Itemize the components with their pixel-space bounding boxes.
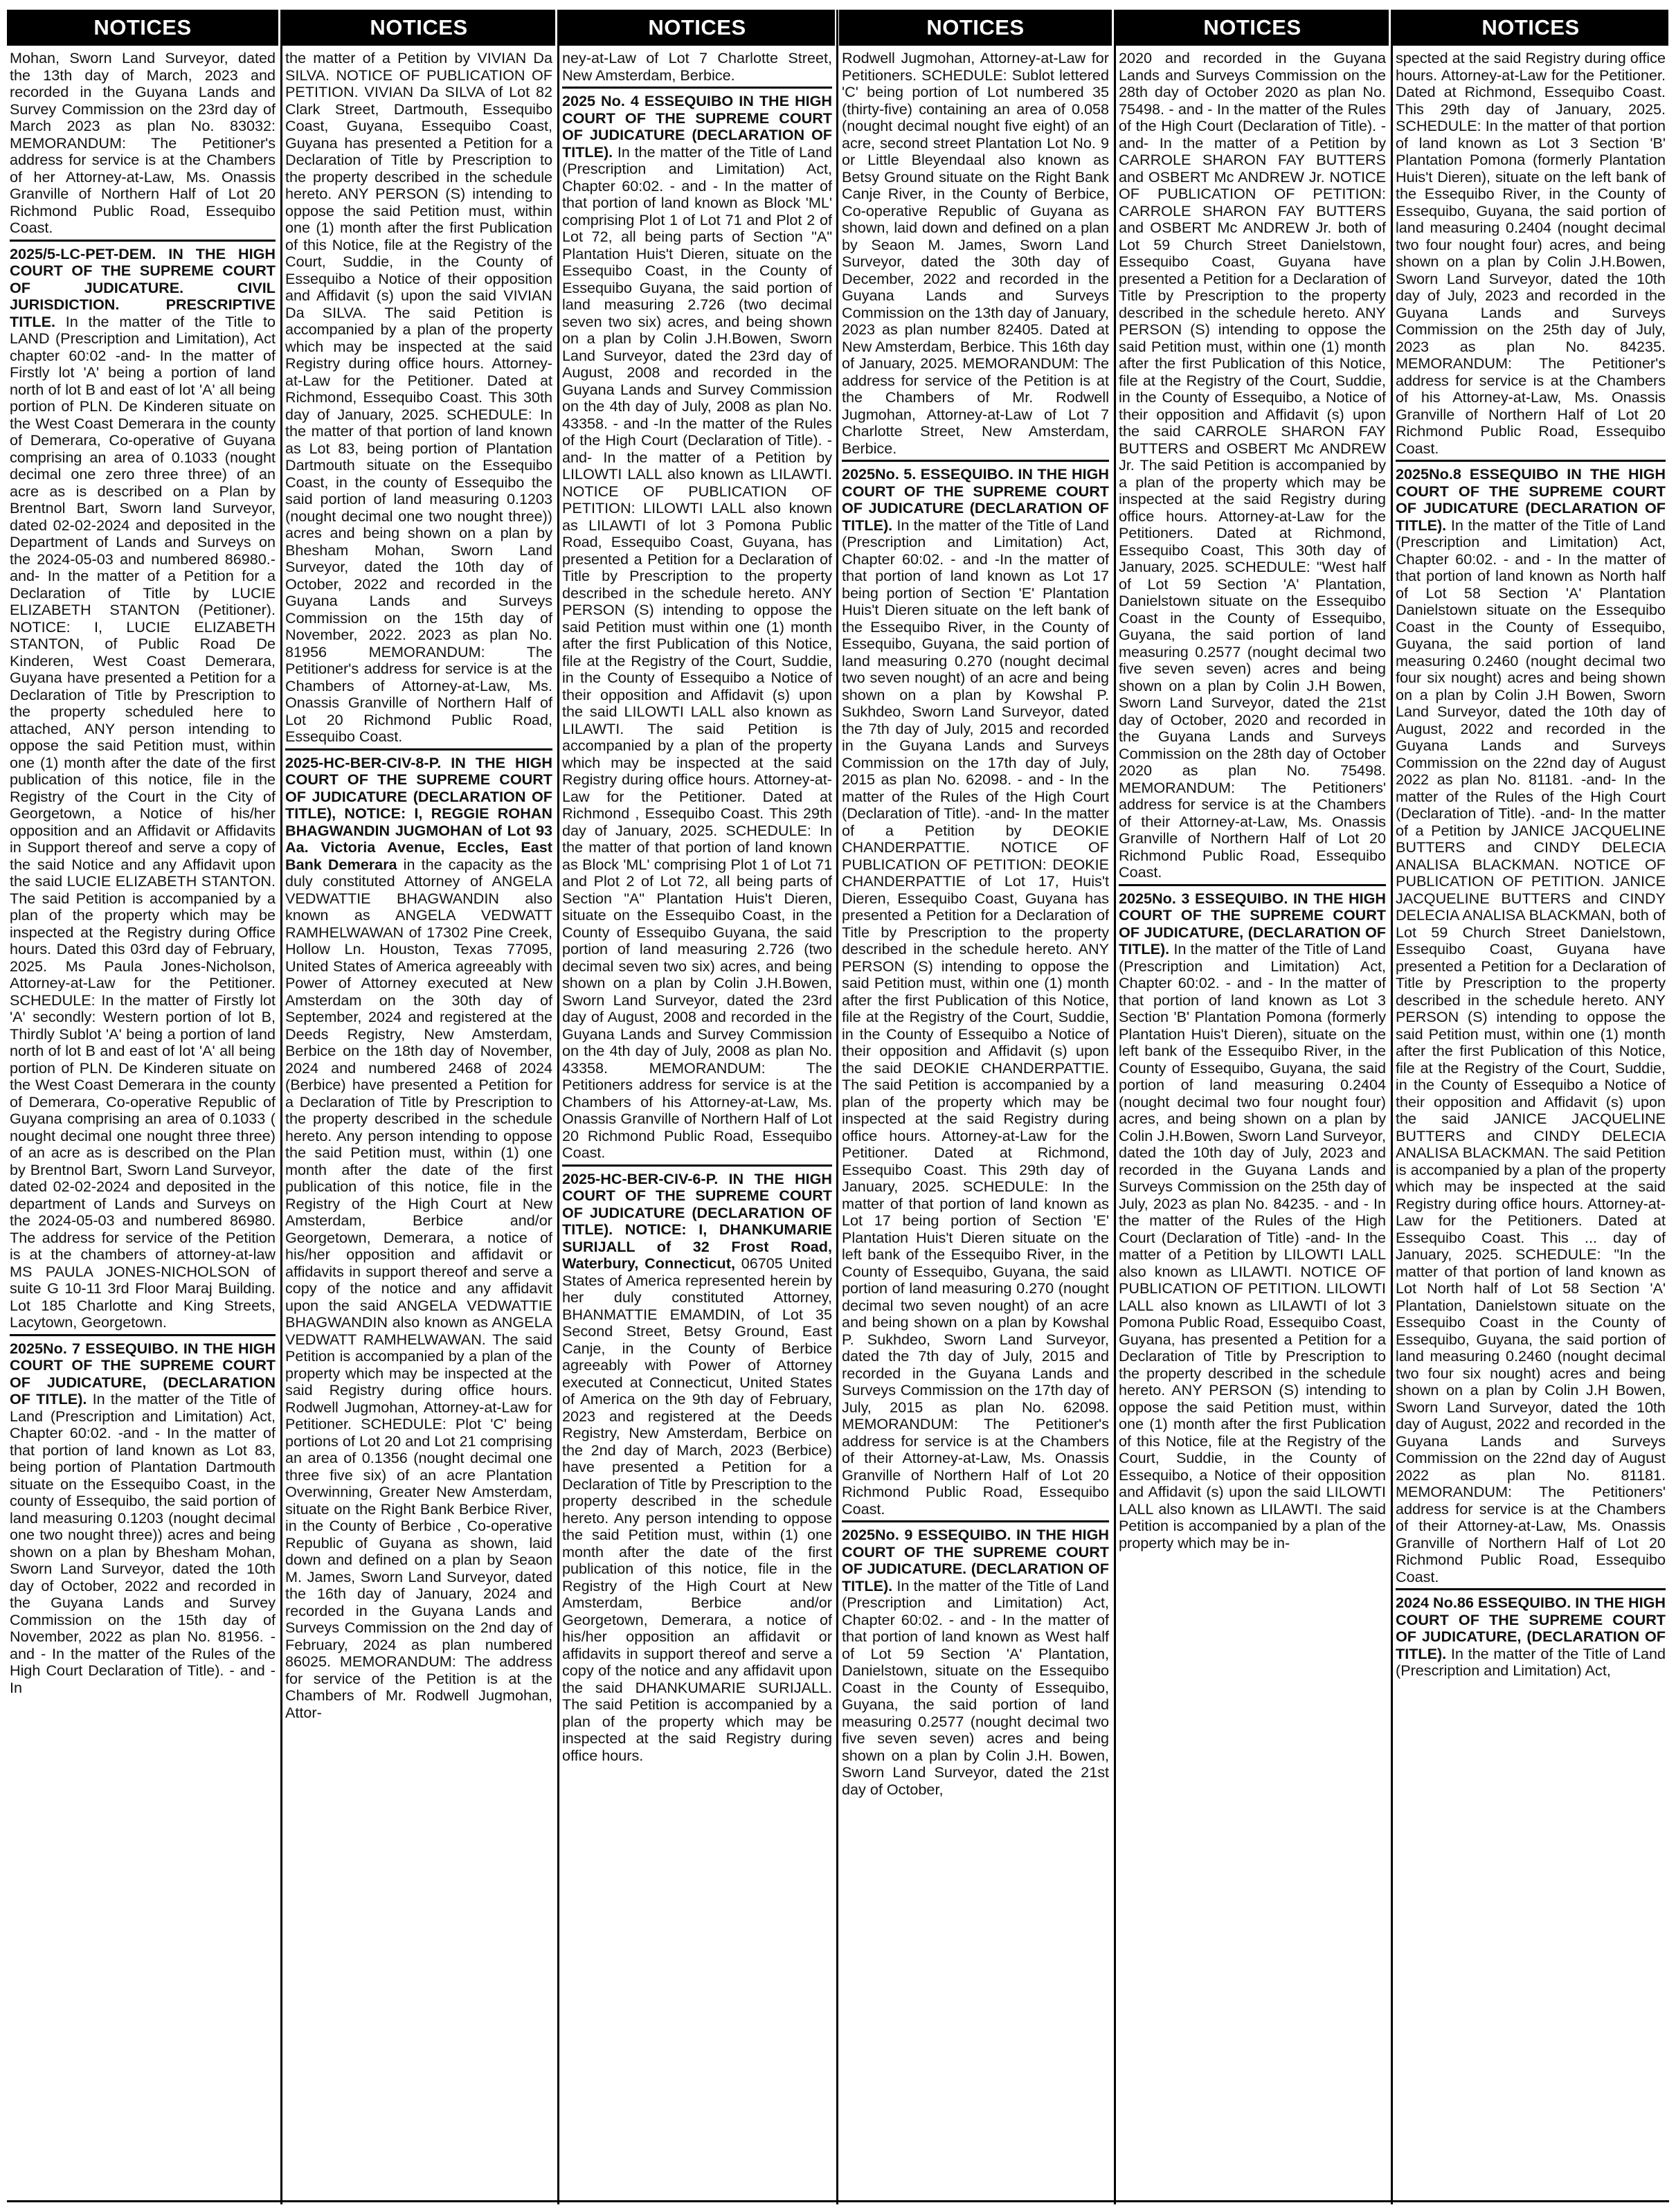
column-divider xyxy=(1391,10,1393,2204)
notice-text: In the matter of the Title of Land (Prescription and Limitation) Act, Chapter 60:02. -and - In the matter of that portion of land known as Lot 83, being portion of Plantation Dartmouth situate on the Essequibo Coast, in the county of Essequibo, the said portion of land measuring 0.1203 (nought decimal one two nought three)) acres and being shown on a plan by Bhesham Mohan, Sworn Land Surveyor, dated the 10th day of October, 2022 and recorded in the Guyana Lands and Survey Commission on the 15th day of November, 2022 as plan No. 81956. - and - In the matter of the Rules of the High Court Declaration of Title). - and - In xyxy=(10,1390,276,1696)
notice-text: In the matter of the Title of Land (Prescription and Limitation) Act, Chapter 60:02. - and - In the matter of that portion of land known as Lot 3 Section 'B' Plantation Pomona (formerly Plantation Huis't Dieren), situate on the left bank of the Essequibo River, in the County of Essequibo, Guyana, the said portion of land measuring 0.2404 (nought decimal two four nought four) acres, and being shown on a plan by Colin J.H.Bowen, Sworn Land Surveyor, dated the 10th day of July, 2023 and recorded in the Guyana Lands and Surveys Commission on the 25th day of July, 2023 as plan No. 84235. - and - In the matter of the Rules of the High Court (Declaration of Title) -and- In the matter of a Petition by LILOWTI LALL also known as LILAWTI. NOTICE OF PUBLICATION OF PETITION. LILOWTI LALL also known as LILAWTI of lot 3 Pomona Public Road, Essequibo Coast, Guyana, has presented a Petition for a Declaration of Title by Prescription to the property described in the schedule hereto. ANY PERSON (S) intending to oppose the said Petition must, within one (1) month after the first Publication of this Notice, file at the Registry of the Court, Suddie, in the County of Essequibo, a Notice of their opposition and Affidavit (s) upon the said LILOWTI LALL also known as LILAWTI. The said Petition is accompanied by a plan of the property which may be in- xyxy=(1119,940,1386,1552)
notice-text: 2020 and recorded in the Guyana Lands and Surveys Commission on the 28th day of October 2020 as plan No. 75498. - and - In the matter of the Rules of the High Court (Declaration of Title). -and- In the matter of a Petition by CARROLE SHARON FAY BUTTERS and OSBERT Mc ANDREW Jr. NOTICE OF PUBLICATION OF PETITION: CARROLE SHARON FAY BUTTERS and OSBERT Mc ANDREW Jr. both of Lot 59 Church Street Danielstown, Essequibo Coast, Guyana have presented a Petition for a Declaration of Title by Prescription to the property described in the schedule hereto. ANY PERSON (S) intending to oppose the said Petition must, within one (1) month after the first Publication of this Notice, file at the Registry of the Court, Suddie, in the County of Essequibo, a Notice of their opposition and Affidavit (s) upon the said CARROLE SHARON FAY BUTTERS and OSBERT Mc ANDREW Jr. The said Petition is accompanied by a plan of the property which may be inspected at the said Registry during office hours. Attorney-at-Law for the Petitioners. Dated at Richmond, Essequibo Coast, This 30th day of January, 2025. SCHEDULE: "West half of Lot 59 Section 'A' Plantation, Danielstown situate on the Essequibo Coast in the County of Essequibo, Guyana, the said portion of land measuring 0.2577 (nought decimal two five seven seven) acres and being shown on a plan by Colin J.H Bowen, Sworn Land Surveyor, dated the 21st day of October, 2020 and recorded in the Guyana Lands and Surveys Commission on the 28th day of October 2020 as plan No. 75498. MEMORANDUM: The Petitioners' address for service is at the Chambers of their Attorney-at-Law, Ms. Onassis Granville of Northern Half of Lot 20 Richmond Public Road, Essequibo Coast. xyxy=(1119,49,1386,881)
notice-entry xyxy=(10,240,276,1331)
column-divider xyxy=(836,10,838,2204)
notice-column-1 xyxy=(7,10,278,2197)
notice-heading: 2025No. 5. ESSEQUIBO. IN THE HIGH COURT OF THE SUPREME COURT OF JUDICATURE (DECLARATION OF TITLE). xyxy=(842,465,1109,534)
notice-text: In the matter of the Title of Land (Prescription and Limitation) Act, Chapter 60:02. - and - In the matter of that portion of land known as West half of Lot 59 Section 'A' Plantation, Danielstown, situate on the Essequibo Coast in the County of Essequibo, Guyana, the said portion of land measuring 0.2577 (nought decimal two five seven seven) acres and being shown on a plan by Colin J.H. Bowen, Sworn Land Surveyor, dated the 21st day of October, xyxy=(842,1576,1109,1798)
bottom-rule xyxy=(7,2200,1669,2202)
notice-text: Mohan, Sworn Land Surveyor, dated the 13th day of March, 2023 and recorded in the Guyana Lands and Survey Commission on the 23rd day of March 2023 as plan No. 83032: MEMORANDUM: The Petitioner's address for service is at the Chambers of her Attorney-at-Law, Ms. Onassis Granville of Northern Half of Lot 20 Richmond Public Road, Essequibo Coast. xyxy=(10,49,276,236)
notice-entry xyxy=(1396,48,1666,457)
column-header: NOTICES xyxy=(282,10,555,46)
notice-heading: 2025No. 7 ESSEQUIBO. IN THE HIGH COURT OF THE SUPREME COURT OF JUDICATURE, (DECLARATION OF TITLE). xyxy=(10,1339,276,1408)
notice-text: In the matter of the Title of Land (Prescription and Limitation) Act, Chapter 60:02. - and -In the matter of that portion of land known as Lot 17 being portion of Section 'E' Plantation Huis't Dieren situate on the left bank of the Essequibo River, in the County of Essequibo, Guyana, the said portion of land measuring 0.270 (nought decimal two seven nought) of an acre and being shown on a plan by Kowshal P. Sukhdeo, Sworn Land Surveyor, dated the 7th day of July, 2015 and recorded in the Guyana Lands and Surveys Commission on the 17th day of July, 2015 as plan No. 62098. - and - In the matter of the Rules of the High Court (Declaration of Title). -and- In the matter of a Petition by DEOKIE CHANDERPATTIE. NOTICE OF PUBLICATION OF PETITION: DEOKIE CHANDERPATTIE of Lot 17, Huis't Dieren, Essequibo Coast, Guyana has presented a Petition for a Declaration of Title by Prescription to the property described in the schedule hereto. ANY PERSON (S) intending to oppose the said Petition must, within one (1) month after the first Publication of this Notice, file at the Registry of the Court, Suddie, in the County of Essequibo a Notice of their opposition and Affidavit (s) upon the said DEOKIE CHANDERPATTIE. The said Petition is accompanied by a plan of the property which may be inspected at the said Registry during office hours. Attorney-at-Law for the Petitioner. Dated at Richmond, Essequibo Coast. This 29th day of January, 2025. SCHEDULE: In the matter of that portion of land known as Lot 17 being portion of Section 'E' Plantation Huis't Dieren situate on the left bank of the Essequibo River, in the County of Essequibo, Guyana, the said portion of land measuring 0.270 (nought decimal two seven nought) of an acre and being shown on a plan by Kowshal P. Sukhdeo, Sworn Land Surveyor, dated the 7th day of July, 2015 and recorded in the Guyana Lands and Surveys Commission on the 17th day of July, 2015 as plan No. 62098. MEMORANDUM: The Petitioner's address for service is at the Chambers of their Attorney-at-Law, Ms. Onassis Granville of Northern Half of Lot 20 Richmond Public Road, Essequibo Coast. xyxy=(842,516,1109,1518)
notice-text: 06705 United States of America represented herein by her duly constituted Attorney, BHANMATTIE EMAMDIN, of Lot 35 Second Street, Betsy Ground, East Canje, in the County of Berbice agreeably with Power of Attorney executed at Connecticut, United States of America on the 9th day of February, 2023 and registered at the Deeds Registry, New Amsterdam, Berbice on the 2nd day of March, 2023 (Berbice) have presented a Petition for a Declaration of Title by Prescription to the property described in the schedule hereto. Any person intending to oppose the said Petition must, within (1) one month after the date of the first publication of this notice, file in the Registry of the High Court at New Amsterdam, Berbice and/or Georgetown, Demerara, a notice of his/her opposition an affidavit or affidavits in support thereof and serve a copy of the notice and any affidavit upon the said DHANKUMARIE SURIJALL. The said Petition is accompanied by a plan of the property which may be inspected at the said Registry during office hours. xyxy=(562,1255,832,1764)
notice-heading: 2025No. 9 ESSEQUIBO. IN THE HIGH COURT OF THE SUPREME COURT OF JUDICATURE. (DECLARATION OF TITLE). xyxy=(842,1526,1109,1594)
notice-column-6 xyxy=(1393,10,1668,2197)
notice-text: spected at the said Registry during office hours. Attorney-at-Law for the Petitioner. Dated at Richmond, Essequibo Coast. This 29th day of January, 2025. SCHEDULE: In the matter of that portion of land known as Lot 3 Section 'B' Plantation Pomona (formerly Plantation Huis't Dieren), situate on the left bank of the Essequibo River, in the County of Essequibo, Guyana, the said portion of land measuring 0.2404 (nought decimal two four nought four) acres, and being shown on a plan by Colin J.H.Bowen, Sworn Land Surveyor, dated the 10th day of July, 2023 and recorded in the Guyana Lands and Surveys Commission on the 25th day of July, 2023 as plan No. 84235. MEMORANDUM: The Petitioner's address for service is at the Chambers of his Attorney-at-Law, Ms. Onassis Granville of Northern Half of Lot 20 Richmond Public Road, Essequibo Coast. xyxy=(1396,49,1666,457)
notice-entry xyxy=(1396,1588,1666,1680)
column-header: NOTICES xyxy=(1116,10,1389,46)
notice-column-5 xyxy=(1116,10,1389,2197)
notice-heading: 2025-HC-BER-CIV-8-P. IN THE HIGH COURT OF THE SUPREME COURT OF JUDICATURE (DECLARATION OF TITLE), NOTICE: I, REGGIE ROHAN BHAGWANDIN JUGMOHAN of Lot 93 Aa. Victoria Avenue, Eccles, East Bank Demerara xyxy=(285,753,552,873)
notice-entry xyxy=(562,48,832,84)
notice-text: In the matter of the Title of Land (Prescription and Limitation) Act, Chapter 60:02. - and - In the matter of that portion of land known as North half of Lot 58 Section 'A' Plantation Danielstown situate on the Essequibo Coast in the County of Essequibo, Guyana, the said portion of land measuring 0.2460 (nought decimal two four six nought) acres and being shown on a plan by Colin J.H Bowen, Sworn Land Surveyor, dated the 10th day of August, 2022 and recorded in the Guyana Lands and Surveys Commission on the 22nd day of August 2022 as plan No. 81181. -and- In the matter of the Rules of the High Court (Declaration of Title). -and- In the matter of a Petition by JANICE JACQUELINE BUTTERS and CINDY DELECIA ANALISA BLACKMAN. NOTICE OF PUBLICATION OF PETITION. JANICE JACQUELINE BUTTERS and CINDY DELECIA ANALISA BLACKMAN, both of Lot 59 Church Street Danielstown, Essequibo Coast, Guyana have presented a Petition for a Declaration of Title by Prescription to the property described in the schedule hereto. ANY PERSON (S) intending to oppose the said Petition must, within one (1) month after the first Publication of this Notice, file at the Registry of the Court, Suddie, in the County of Essequibo a Notice of their opposition and Affidavit (s) upon the said JANICE JACQUELINE BUTTERS and CINDY DELECIA ANALISA BLACKMAN. The said Petition is accompanied by a plan of the property which may be inspected at the said Registry during office hours. Attorney-at-Law for the Petitioners. Dated at Essequibo Coast. This ... day of January, 2025. SCHEDULE: "In the matter of that portion of land known as Lot North half of Lot 58 Section 'A' Plantation, Danielstown situate on the Essequibo Coast in the County of Essequibo, Guyana, the said portion of land measuring 0.2460 (nought decimal two four six nought) acres and being shown on a plan by Colin J.H Bowen, Sworn Land Surveyor, dated the 10th day of August, 2022 and recorded in the Guyana Lands and Surveys Commission on the 22nd day of August 2022 as plan No. 81181. MEMORANDUM: The Petitioners' address for service is at the Chambers of their Attorney-at-Law, Ms. Onassis Granville of Northern Half of Lot 20 Richmond Public Road, Essequibo Coast. xyxy=(1396,516,1666,1585)
column-header: NOTICES xyxy=(559,10,835,46)
notice-entry xyxy=(285,48,552,746)
notice-column-4 xyxy=(839,10,1112,2197)
column-body xyxy=(282,46,555,1721)
notice-text: In the matter of the Title to LAND (Prescription and Limitation), Act chapter 60:02 -and- In the matter of Firstly lot 'A' being a portion of land north of lot B and east of lot 'A' all being portion of PLN. De Kinderen situate on the West Coast Demerara in the county of Demerara, Co-operative of Guyana comprising an area of 0.1033 (nought decimal one zero three three) of an acre as is described on a Plan by Brentnol Bart, Sworn land Surveyor, dated 02-02-2024 and deposited in the Department of Lands and Surveys on the 2024-05-03 and numbered 86980.-and- In the matter of a Petition for a Declaration of Title by LUCIE ELIZABETH STANTON (Petitioner). NOTICE: I, LUCIE ELIZABETH STANTON, of Public Road De Kinderen, West Coast Demerara, Guyana have presented a Petition for a Declaration of Title by Prescription to the property scheduled here to attached, ANY person intending to oppose the said Petition must, within one (1) month after the date of the first publication of this notice, file in the Registry of the Court in the City of Georgetown, a Notice of his/her opposition and an Affidavit or Affidavits in Support thereof and serve a copy of the said Notice and any Affidavit upon the said LUCIE ELIZABETH STANTON. The said Petition is accompanied by a plan of the property which may be inspected at the Registry during Office hours. Dated this 03rd day of February, 2025. Ms Paula Jones-Nicholson, Attorney-at-Law for the Petitioner. SCHEDULE: In the matter of Firstly lot 'A' secondly: Western portion of lot B, Thirdly Sublot 'A' being a portion of land north of lot B and east of lot 'A' all being portion of PLN. De Kinderen situate on the West Coast Demerara in the county of Demerara, Co-operative Republic of Guyana comprising an area of 0.1033 ( nought decimal one nought three three) of an acre as is described on the Plan by Brentnol Bart, Sworn Land Surveyor, dated 02-02-2024 and deposited in the department of Lands and Surveys on the 2024-05-03 and numbered 86980. The address for service of the Petition is at the chambers of attorney-at-law MS PAULA JONES-NICHOLSON of suite G 10-11 3rd Floor Maraj Building. Lot 185 Charlotte and King Streets, Lacytown, Georgetown. xyxy=(10,312,276,1331)
notice-entry xyxy=(10,1334,276,1697)
column-body xyxy=(1393,46,1668,1680)
notice-heading: 2025/5-LC-PET-DEM. IN THE HIGH COURT OF THE SUPREME COURT OF JUDICATURE. CIVIL JURISDICTION. PRESCRIPTIVE TITLE. xyxy=(10,244,276,330)
notice-text: in the capacity as the duly constituted Attorney of ANGELA VEDWATTIE BHAGWANDIN also known as ANGELA VEDWATT RAMHELWAWAN of 17302 Pine Creek, Hollow Ln. Houston, Texas 77095, United States of America agreeably with Power of Attorney executed at New Amsterdam on the 30th day of September, 2024 and registered at the Deeds Registry, New Amsterdam, Berbice on the 18th day of November, 2024 and numbered 2468 of 2024 (Berbice) have presented a Petition for a Declaration of Title by Prescription to the property described in the schedule hereto. Any person intending to oppose the said Petition must, within (1) one month after the date of the first publication of this notice, file in the Registry of the High Court at New Amsterdam, Berbice and/or Georgetown, Demerara, a notice of his/her opposition and affidavit or affidavits in support thereof and serve a copy of the notice and any affidavit upon the said ANGELA VEDWATTIE BHAGWANDIN also known as ANGELA VEDWATT RAMHELWAWAN. The said Petition is accompanied by a plan of the property which may be inspected at the said Registry during office hours. Rodwell Jugmohan, Attorney-at-Law for Petitioner. SCHEDULE: Plot 'C' being portions of Lot 20 and Lot 21 comprising an area of 0.1356 (nought decimal one three five six) of an acre Plantation Overwinning, Greater New Amsterdam, situate on the Right Bank Berbice River, in the County of Berbice , Co-operative Republic of Guyana as shown, laid down and defined on a plan by Seaon M. James, Sworn Land Surveyor, dated the 16th day of January, 2024 and recorded in the Guyana Lands and Surveys Commission on the 2nd day of February, 2024 as plan numbered 86025. MEMORANDUM: The address for service of the Petition is at the Chambers of Mr. Rodwell Jugmohan, Attor- xyxy=(285,855,552,1721)
notice-text: In the matter of the Title of Land (Prescription and Limitation) Act, Chapter 60:02. - and - In the matter of that portion of land known as Block 'ML' comprising Plot 1 of Lot 71 and Plot 2 of Lot 72, all being parts of Section "A" Plantation Huis't Dieren, situate on the Essequibo Coast, in the County of Essequibo Guyana, the said portion of land measuring 2.726 (two decimal seven two six) acres, and being shown on a plan by Colin J.H.Bowen, Sworn Land Surveyor, dated the 23rd day of August, 2008 and recorded in the Guyana Lands and Survey Commission on the 4th day of July, 2008 as plan No. 43358. - and -In the matter of the Rules of the High Court (Declaration of Title). -and- In the matter of a Petition by LILOWTI LALL also known as LILAWTI. NOTICE OF PUBLICATION OF PETITION: LILOWTI LALL also known as LILAWTI of lot 3 Pomona Public Road, Essequibo Coast, Guyana, has presented a Petition for a Declaration of Title by Prescription to the property described in the schedule hereto. ANY PERSON (S) intending to oppose the said Petition must within one (1) month after the first Publication of this Notice, file at the Registry of the Court, Suddie, in the County of Essequibo a Notice of their opposition and Affidavit (s) upon the said LILOWTI LALL also known as LILAWTI. The said Petition is accompanied by a plan of the property which may be inspected at the said Registry during office hours. Attorney-at-Law for the Petitioner. Dated at Richmond , Essequibo Coast. This 29th day of January, 2025. SCHEDULE: In the matter of that portion of land known as Block 'ML' comprising Plot 1 of Lot 71 and Plot 2 of Lot 72, all being parts of Section "A" Plantation Huis't Dieren, situate on the Essequibo Coast, in the County of Essequibo Guyana, the said portion of land measuring 2.726 (two decimal seven two six) acres, and being shown on a plan by Colin J.H.Bowen, Sworn Land Surveyor, dated the 23rd day of August, 2008 and recorded in the Guyana Lands and Survey Commission on the 4th day of July, 2008 as plan No. 43358. MEMORANDUM: The Petitioners address for service is at the Chambers of his Attorney-at-Law, Ms. Onassis Granville of Northern Half of Lot 20 Richmond Public Road, Essequibo Coast. xyxy=(562,143,832,1161)
column-body xyxy=(839,46,1112,1798)
notice-entry xyxy=(842,48,1109,457)
notice-heading: 2025No. 3 ESSEQUIBO. IN THE HIGH COURT OF THE SUPREME COURT OF JUDICATURE, (DECLARATION OF TITLE). xyxy=(1119,889,1386,957)
notice-heading: 2024 No.86 ESSEQUIBO. IN THE HIGH COURT OF THE SUPREME COURT OF JUDICATURE, (DECLARATION OF TITLE). xyxy=(1396,1594,1666,1662)
notice-entry xyxy=(1119,884,1386,1552)
notice-text: ney-at-Law of Lot 7 Charlotte Street, New Amsterdam, Berbice. xyxy=(562,49,832,84)
column-divider xyxy=(1114,10,1116,2204)
notice-heading: 2025-HC-BER-CIV-6-P. IN THE HIGH COURT OF THE SUPREME COURT OF JUDICATURE (DECLARATION OF TITLE). NOTICE: I, DHANKUMARIE SURIJALL of 32 Frost Road, Waterbury, Connecticut, xyxy=(562,1169,832,1272)
notice-entry xyxy=(1396,460,1666,1585)
column-header: NOTICES xyxy=(1393,10,1668,46)
column-body xyxy=(7,46,278,1696)
notice-entry xyxy=(562,1165,832,1765)
notice-column-2 xyxy=(282,10,555,2197)
notice-text: In the matter of the Title of Land (Prescription and Limitation) Act, xyxy=(1396,1644,1666,1679)
notice-column-3 xyxy=(559,10,835,2197)
notice-heading: 2025No.8 ESSEQUIBO IN THE HIGH COURT OF THE SUPREME COURT OF JUDICATURE (DECLARATION OF TITLE). xyxy=(1396,465,1666,534)
notice-entry xyxy=(562,87,832,1162)
notice-heading: 2025 No. 4 ESSEQUIBO IN THE HIGH COURT OF THE SUPREME COURT OF JUDICATURE (DECLARATION OF TITLE). xyxy=(562,92,832,161)
notice-entry xyxy=(842,1520,1109,1798)
column-header: NOTICES xyxy=(7,10,278,46)
notice-text: Rodwell Jugmohan, Attorney-at-Law for Petitioners. SCHEDULE: Sublot lettered 'C' being portion of Lot numbered 35 (thirty-five) containing an area of 0.058 (nought decimal nought five eight) of an acre, second street Plantation Lot No. 9 or Little Bleyendaal also known as Betsy Ground situate on the Right Bank Canje River, in the County of Berbice, Co-operative Republic of Guyana as shown, laid down and defined on a plan by Seaon M. James, Sworn Land Surveyor, dated the 30th day of December, 2022 and recorded in the Guyana Lands and Surveys Commission on the 13th day of January, 2023 as plan number 82405. Dated at New Amsterdam, Berbice. This 16th day of January, 2025. MEMORANDUM: The address for service of the Petition is at the Chambers of Mr. Rodwell Jugmohan, Attorney-at-Law of Lot 7 Charlotte Street, New Amsterdam, Berbice. xyxy=(842,49,1109,457)
notice-entry xyxy=(1119,48,1386,881)
column-body xyxy=(559,46,835,1764)
notice-entry xyxy=(842,460,1109,1518)
notice-text: the matter of a Petition by VIVIAN Da SILVA. NOTICE OF PUBLICATION OF PETITION. VIVIAN Da SILVA of Lot 82 Clark Street, Dartmouth, Essequibo Coast, Guyana, Essequibo Coast, Guyana has presented a Petition for a Declaration of Title by Prescription to the property described in the schedule hereto. ANY PERSON (S) intending to oppose the said Petition must, within one (1) month after the first Publication of this Notice, file at the Registry of the Court, Suddie, in the County of Essequibo a Notice of their opposition and Affidavit (s) upon the said VIVIAN Da SILVA. The said Petition is accompanied by a plan of the property which may be inspected at the said Registry during office hours. Attorney-at-Law for the Petitioner. Dated at Richmond, Essequibo Coast. This 30th day of January, 2025. SCHEDULE: In the matter of that portion of land known as Lot 83, being portion of Plantation Dartmouth situate on the Essequibo Coast, in the county of Essequibo the said portion of land measuring 0.1203 (nought decimal one two nought three)) acres and being shown on a plan by Bhesham Mohan, Sworn Land Surveyor, dated the 10th day of October, 2022 and recorded in the Guyana Lands and Surveys Commission on the 15th day of November, 2022. 2023 as plan No. 81956 MEMORANDUM: The Petitioner's address for service is at the Chambers of Attorney-at-Law, Ms. Onassis Granville of Northern Half of Lot 20 Richmond Public Road, Essequibo Coast. xyxy=(285,49,552,745)
column-body xyxy=(1116,46,1389,1552)
column-header: NOTICES xyxy=(839,10,1112,46)
notice-entry xyxy=(10,48,276,237)
column-divider xyxy=(280,10,282,2204)
column-divider xyxy=(557,10,559,2204)
notice-entry xyxy=(285,748,552,1722)
